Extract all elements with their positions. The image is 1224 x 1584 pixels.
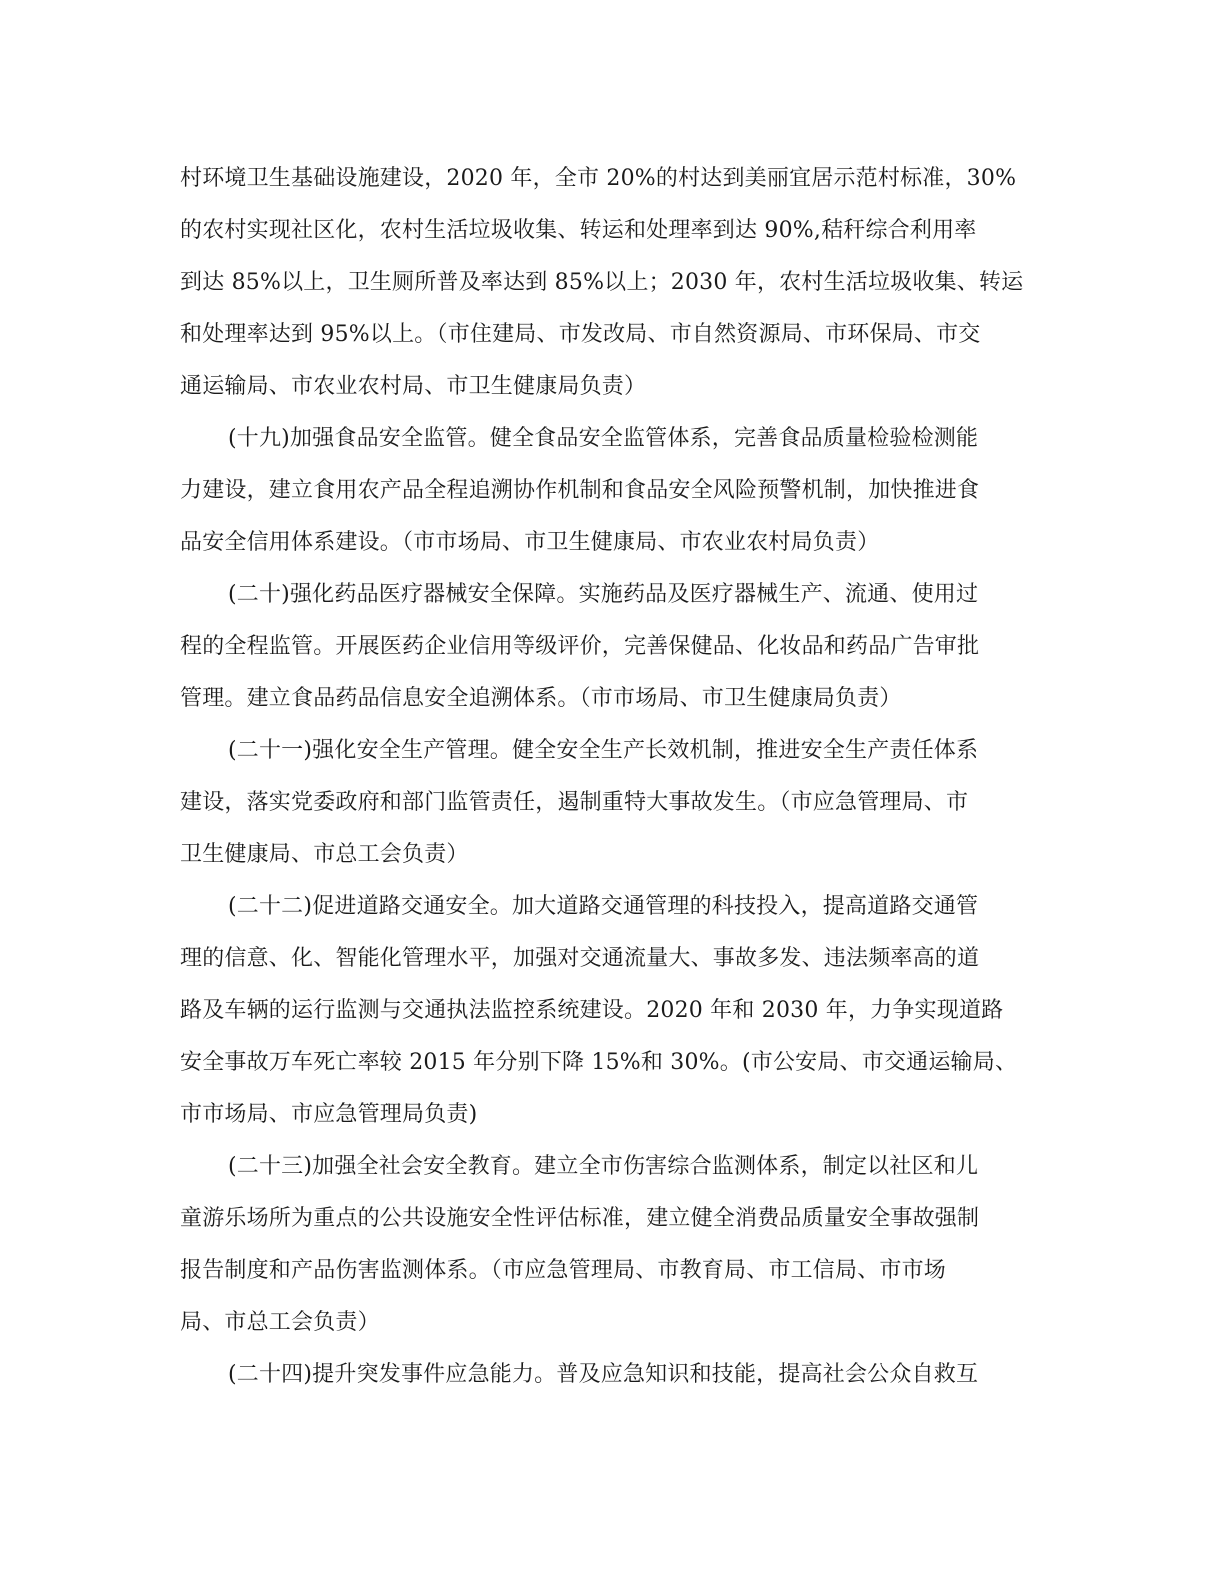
- text-line: 局、市总工会负责）: [180, 1310, 380, 1335]
- text-line: 到达 85%以上，卫生厕所普及率达到 85%以上；2030 年，农村生活垃圾收集、转运: [180, 270, 1024, 295]
- text-line: 童游乐场所为重点的公共设施安全性评估标准，建立健全消费品质量安全事故强制: [180, 1206, 980, 1231]
- paragraph-19-start: (十九)加强食品安全监管。健全食品安全监管体系，完善食品质量检验检测能: [228, 426, 979, 451]
- text-line: 通运输局、市农业农村局、市卫生健康局负责）: [180, 374, 647, 399]
- paragraph-24-start: (二十四)提升突发事件应急能力。普及应急知识和技能，提高社会公众自救互: [228, 1362, 979, 1387]
- text-line: 力建设，建立食用农产品全程追溯协作机制和食品安全风险预警机制，加快推进食: [180, 478, 980, 503]
- text-line: 和处理率达到 95%以上。（市住建局、市发改局、市自然资源局、市环保局、市交: [180, 322, 981, 347]
- text-line: 品安全信用体系建设。（市市场局、市卫生健康局、市农业农村局负责）: [180, 530, 880, 555]
- text-line: 安全事故万车死亡率较 2015 年分别下降 15%和 30%。(市公安局、市交通运输局、: [180, 1050, 1018, 1075]
- text-line: 建设，落实党委政府和部门监管责任，遏制重特大事故发生。（市应急管理局、市: [180, 790, 969, 815]
- paragraph-23-start: (二十三)加强全社会安全教育。建立全市伤害综合监测体系，制定以社区和儿: [228, 1154, 979, 1179]
- text-line: 市市场局、市应急管理局负责): [180, 1102, 478, 1127]
- paragraph-21-start: (二十一)强化安全生产管理。健全安全生产长效机制，推进安全生产责任体系: [228, 738, 979, 763]
- text-line: 理的信意、化、智能化管理水平，加强对交通流量大、事故多发、违法频率高的道: [180, 946, 980, 971]
- text-line: 管理。建立食品药品信息安全追溯体系。（市市场局、市卫生健康局负责）: [180, 686, 902, 711]
- text-line: 路及车辆的运行监测与交通执法监控系统建设。2020 年和 2030 年，力争实现道路: [180, 998, 1004, 1023]
- paragraph-22-start: (二十二)促进道路交通安全。加大道路交通管理的科技投入，提高道路交通管: [228, 894, 979, 919]
- text-line: 程的全程监管。开展医药企业信用等级评价，完善保健品、化妆品和药品广告审批: [180, 634, 980, 659]
- text-line: 卫生健康局、市总工会负责）: [180, 842, 469, 867]
- text-line: 的农村实现社区化，农村生活垃圾收集、转运和处理率到达 90%,秸秆综合利用率: [180, 218, 977, 243]
- text-line: 报告制度和产品伤害监测体系。（市应急管理局、市教育局、市工信局、市市场: [180, 1258, 947, 1283]
- text-line: 村环境卫生基础设施建设，2020 年，全市 20%的村达到美丽宜居示范村标准，30%: [180, 166, 1017, 191]
- document-body: [180, 153, 1040, 1401]
- paragraph-20-start: (二十)强化药品医疗器械安全保障。实施药品及医疗器械生产、流通、使用过: [228, 582, 979, 607]
